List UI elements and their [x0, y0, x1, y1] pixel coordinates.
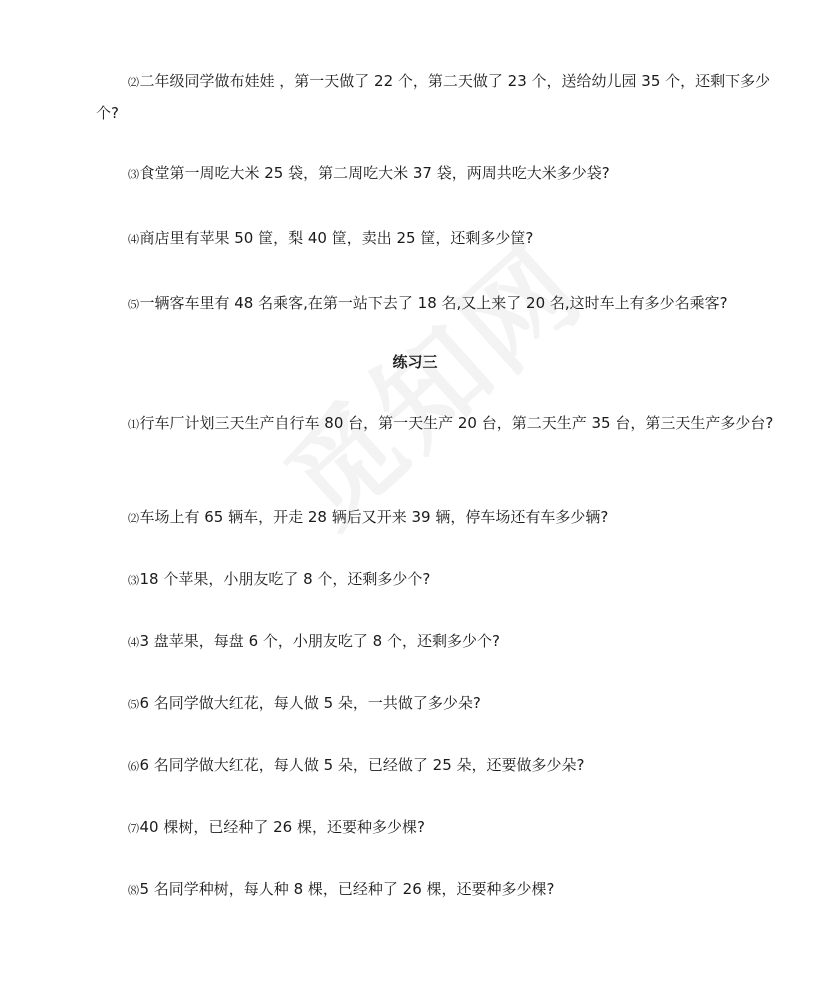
problem-number: ⑷ — [128, 233, 139, 246]
problem-a-4 — [96, 223, 776, 255]
problem-b-3 — [96, 564, 776, 596]
problem-number: ⑵ — [128, 76, 139, 89]
problem-a-2 — [96, 66, 776, 128]
problem-text: 食堂第一周吃大米 25 袋，第二周吃大米 37 袋，两周共吃大米多少袋? — [139, 164, 610, 182]
problem-text: 6 名同学做大红花，每人做 5 朵，已经做了 25 朵，还要做多少朵? — [139, 756, 585, 774]
problem-b-6 — [96, 750, 776, 782]
problem-text: 18 个苹果，小朋友吃了 8 个，还剩多少个? — [139, 570, 431, 588]
problem-text: 一辆客车里有 48 名乘客,在第一站下去了 18 名,又上来了 20 名,这时车上有多少名乘客? — [139, 294, 728, 312]
problem-a-3 — [96, 158, 776, 190]
problem-b-4 — [96, 626, 776, 658]
problem-number: ⑺ — [128, 822, 139, 835]
problem-text: 5 名同学种树，每人种 8 棵，已经种了 26 棵，还要种多少棵? — [139, 880, 555, 898]
problem-number: ⑶ — [128, 574, 139, 587]
problem-text: 车场上有 65 辆车，开走 28 辆后又开来 39 辆，停车场还有车多少辆? — [139, 508, 609, 526]
problem-number: ⑹ — [128, 760, 139, 773]
section-title: 练习三 — [392, 353, 438, 371]
problem-number: ⑻ — [128, 884, 139, 897]
problem-number: ⑵ — [128, 512, 139, 525]
problem-b-7 — [96, 812, 776, 844]
problem-b-1 — [96, 408, 776, 440]
problem-number: ⑸ — [128, 298, 139, 311]
problem-a-5 — [96, 288, 776, 320]
problem-b-8 — [96, 874, 776, 906]
problem-text: 40 棵树，已经种了 26 棵，还要种多少棵? — [139, 818, 425, 836]
problem-number: ⑸ — [128, 698, 139, 711]
problem-b-2 — [96, 502, 776, 534]
problem-text: 3 盘苹果，每盘 6 个，小朋友吃了 8 个，还剩多少个? — [139, 632, 500, 650]
problem-text: 商店里有苹果 50 筐，梨 40 筐，卖出 25 筐，还剩多少筐? — [139, 229, 534, 247]
problem-number: ⑷ — [128, 636, 139, 649]
problem-text: 行车厂计划三天生产自行车 80 台，第一天生产 20 台，第二天生产 35 台，第三天生产多少台? — [139, 414, 774, 432]
problem-text: 6 名同学做大红花，每人做 5 朵，一共做了多少朵? — [139, 694, 481, 712]
problem-number: ⑴ — [128, 418, 139, 431]
problem-text: 二年级同学做布娃娃 ，第一天做了 22 个，第二天做了 23 个，送给幼儿园 35 个，还剩下多少个? — [96, 72, 771, 122]
problem-b-5 — [96, 688, 776, 720]
problem-number: ⑶ — [128, 168, 139, 181]
